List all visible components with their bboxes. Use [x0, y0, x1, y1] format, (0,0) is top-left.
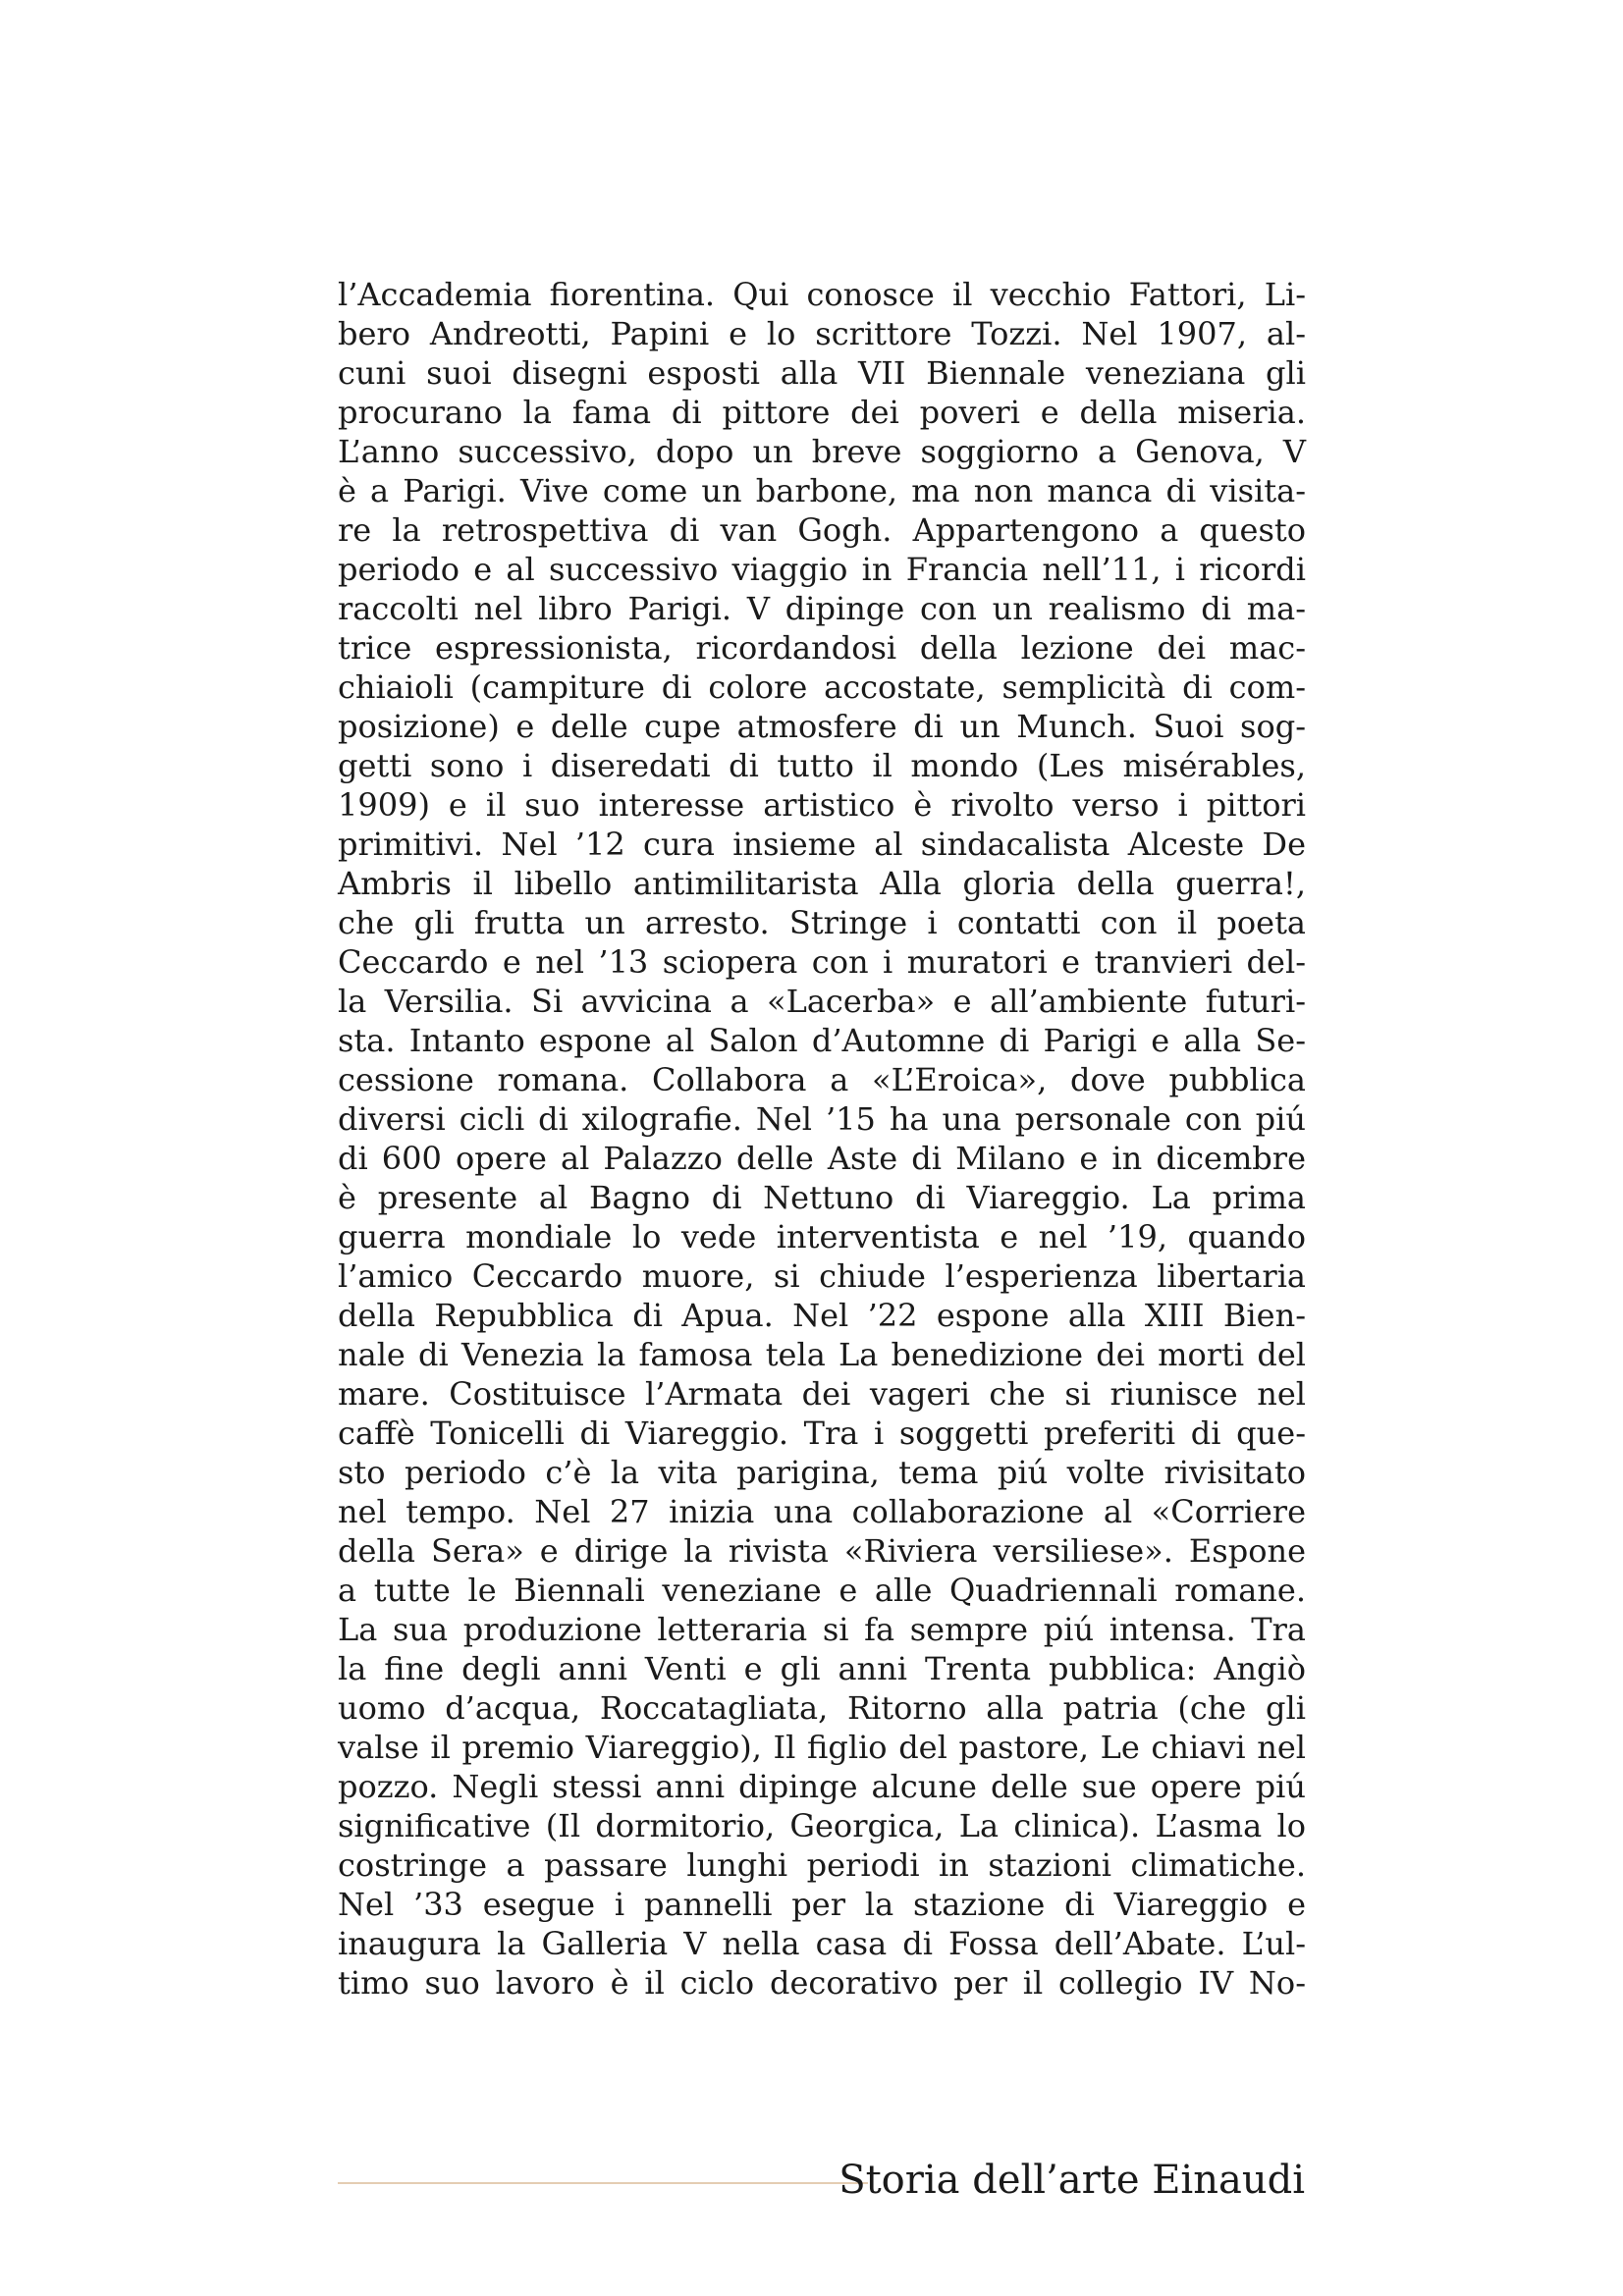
text-line: a tutte le Biennali veneziane e alle Quadriennali romane. [338, 1572, 1306, 1609]
text-line: guerra mondiale lo vede interventista e nel ’19, quando [338, 1218, 1306, 1255]
text-line: che gli frutta un arresto. Stringe i contatti con il poeta [338, 904, 1306, 941]
text-line: di 600 opere al Palazzo delle Aste di Milano e in dicembre [338, 1140, 1306, 1177]
text-line: La sua produzione letteraria si fa sempre piú intensa. Tra [338, 1611, 1306, 1648]
text-line: la fine degli anni Venti e gli anni Trenta pubblica: Angiò [338, 1650, 1306, 1687]
text-line: trice espressionista, ricordandosi della lezione dei mac- [338, 629, 1306, 667]
text-line: l’Accademia fiorentina. Qui conosce il vecchio Fattori, Li- [338, 276, 1306, 313]
text-line: pozzo. Negli stessi anni dipinge alcune delle sue opere piú [338, 1768, 1306, 1805]
text-line: Nel ’33 esegue i pannelli per la stazione di Viareggio e [338, 1886, 1306, 1923]
text-line: posizione) e delle cupe atmosfere di un Munch. Suoi sog- [338, 708, 1306, 745]
text-line: sta. Intanto espone al Salon d’Automne di Parigi e alla Se- [338, 1022, 1306, 1059]
text-line: sto periodo c’è la vita parigina, tema piú volte rivisitato [338, 1454, 1306, 1491]
text-line: mare. Costituisce l’Armata dei vageri che si riunisce nel [338, 1375, 1306, 1413]
text-line: inaugura la Galleria V nella casa di Fossa dell’Abate. L’ul- [338, 1925, 1306, 1962]
text-line: caffè Tonicelli di Viareggio. Tra i soggetti preferiti di que- [338, 1415, 1306, 1452]
text-line: 1909) e il suo interesse artistico è rivolto verso i pittori [338, 786, 1306, 824]
text-line: significative (Il dormitorio, Georgica, La clinica). L’asma lo [338, 1807, 1306, 1844]
text-line: Ambris il libello antimilitarista Alla gloria della guerra!, [338, 865, 1306, 902]
text-line: nel tempo. Nel 27 inizia una collaborazione al «Corriere [338, 1493, 1306, 1530]
text-line: è presente al Bagno di Nettuno di Viareggio. La prima [338, 1179, 1306, 1216]
text-line: della Repubblica di Apua. Nel ’22 espone alla XIII Bien- [338, 1297, 1306, 1334]
text-line: Ceccardo e nel ’13 sciopera con i muratori e tranvieri del- [338, 943, 1306, 981]
text-line: chiaioli (campiture di colore accostate, semplicità di com- [338, 668, 1306, 706]
text-line: raccolti nel libro Parigi. V dipinge con un realismo di ma- [338, 590, 1306, 627]
text-line: della Sera» e dirige la rivista «Riviera versiliese». Espone [338, 1532, 1306, 1570]
text-line: costringe a passare lunghi periodi in stazioni climatiche. [338, 1846, 1306, 1884]
text-line: cuni suoi disegni esposti alla VII Biennale veneziana gli [338, 354, 1306, 392]
text-line: re la retrospettiva di van Gogh. Appartengono a questo [338, 511, 1306, 549]
text-line: nale di Venezia la famosa tela La benedizione dei morti del [338, 1336, 1306, 1373]
text-line: l’amico Ceccardo muore, si chiude l’esperienza libertaria [338, 1257, 1306, 1295]
text-line: primitivi. Nel ’12 cura insieme al sindacalista Alceste De [338, 826, 1306, 863]
text-line: è a Parigi. Vive come un barbone, ma non manca di visita- [338, 472, 1306, 509]
text-line: cessione romana. Collabora a «L’Eroica», dove pubblica [338, 1061, 1306, 1098]
text-line: timo suo lavoro è il ciclo decorativo per il collegio IV No- [338, 1964, 1306, 2002]
text-line: diversi cicli di xilografie. Nel ’15 ha una personale con piú [338, 1100, 1306, 1138]
text-line: valse il premio Viareggio), Il figlio del pastore, Le chiavi nel [338, 1729, 1306, 1766]
text-line: uomo d’acqua, Roccatagliata, Ritorno alla patria (che gli [338, 1689, 1306, 1727]
footer-title: Storia dell’arte Einaudi [839, 2158, 1305, 2203]
footer-rule [338, 2182, 868, 2184]
text-line: procurano la fama di pittore dei poveri e della miseria. [338, 394, 1306, 431]
text-line: L’anno successivo, dopo un breve soggiorno a Genova, V [338, 433, 1306, 470]
text-line: la Versilia. Si avvicina a «Lacerba» e all’ambiente futuri- [338, 983, 1306, 1020]
text-line: bero Andreotti, Papini e lo scrittore Tozzi. Nel 1907, al- [338, 315, 1306, 352]
text-line: periodo e al successivo viaggio in Francia nell’11, i ricordi [338, 551, 1306, 588]
body-text [338, 275, 1306, 2002]
text-line: getti sono i diseredati di tutto il mondo (Les misérables, [338, 747, 1306, 784]
